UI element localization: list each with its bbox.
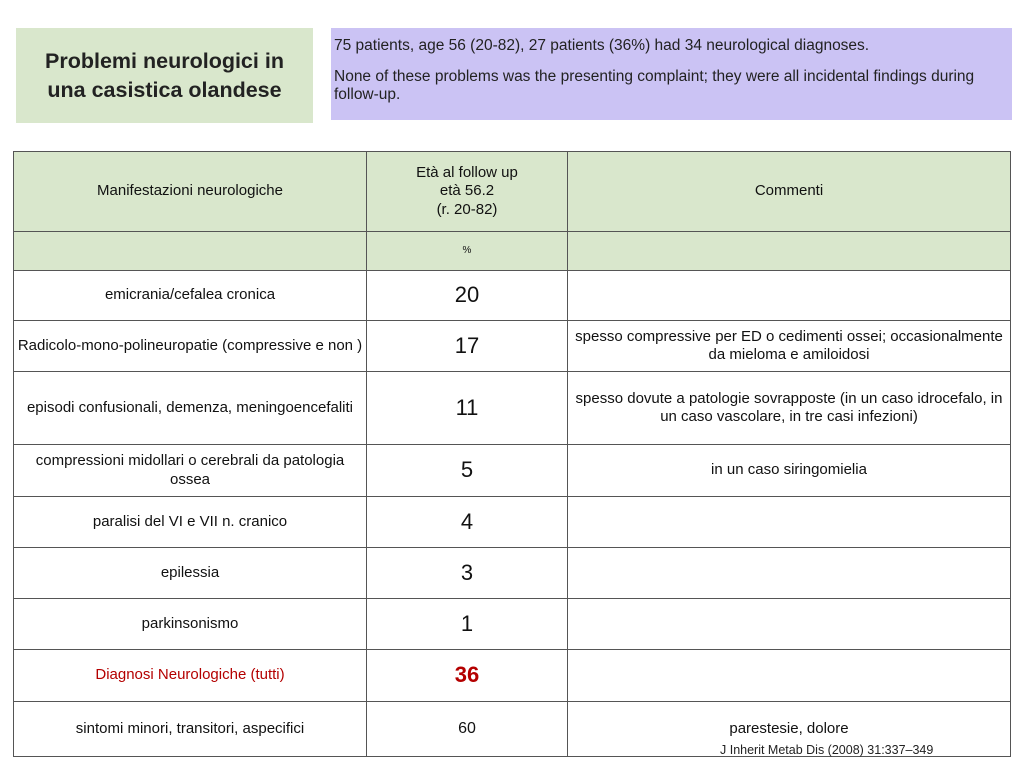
comment-cell: [568, 497, 1011, 548]
table-row: [14, 497, 1011, 548]
table-row: [14, 372, 1011, 445]
table-header-row: [14, 152, 1011, 232]
manifestation-cell: compressioni midollari o cerebrali da patologia ossea: [14, 445, 367, 497]
comment-cell: parestesie, dolore: [568, 702, 1011, 757]
header-age-line-3: (r. 20-82): [436, 200, 498, 218]
header-comments: Commenti: [568, 152, 1011, 232]
header-age-line-2: età 56.2: [439, 182, 495, 200]
table-row: [14, 548, 1011, 599]
manifestation-cell: Radicolo-mono-polineuropatie (compressive e non ): [14, 321, 367, 372]
title-line-1: Problemi neurologici in: [45, 49, 284, 74]
info-text-2: None of these problems was the presenting complaint; they were all incidental findings during follow-up.: [334, 67, 975, 104]
title-line-2: una casistica olandese: [47, 77, 282, 102]
manifestation-cell: parkinsonismo: [14, 599, 367, 650]
info-text-1: 75 patients, age 56 (20-82), 27 patients (36%) had 34 neurological diagnoses.: [334, 37, 870, 54]
table-row: [14, 271, 1011, 321]
slide-title: [45, 47, 284, 104]
percent-cell: 4: [367, 497, 568, 548]
citation: J Inherit Metab Dis (2008) 31:337–349: [720, 743, 934, 757]
table-row: [14, 599, 1011, 650]
table-row-total: [14, 650, 1011, 702]
table-unit-row: [14, 232, 1011, 271]
comment-cell: [568, 650, 1011, 702]
info-box: [331, 28, 1012, 120]
header-manifestations: Manifestazioni neurologiche: [14, 152, 367, 232]
unit-percent: %: [367, 232, 568, 271]
header-age: [367, 152, 568, 232]
comment-cell: in un caso siringomielia: [568, 445, 1011, 497]
header-age-line-1: Età al follow up: [416, 164, 518, 182]
manifestation-cell: Diagnosi Neurologiche (tutti): [14, 650, 367, 702]
percent-cell: 5: [367, 445, 568, 497]
percent-cell: 36: [367, 650, 568, 702]
manifestation-cell: episodi confusionali, demenza, meningoencefaliti: [14, 372, 367, 445]
manifestation-cell: epilessia: [14, 548, 367, 599]
unit-cell-empty: [568, 232, 1011, 271]
comment-cell: [568, 548, 1011, 599]
manifestation-cell: sintomi minori, transitori, aspecifici: [14, 702, 367, 757]
comment-cell: [568, 599, 1011, 650]
comment-cell: spesso compressive per ED o cedimenti ossei; occasionalmente da mieloma e amiloidosi: [568, 321, 1011, 372]
comment-cell: spesso dovute a patologie sovrapposte (in un caso idrocefalo, in un caso vascolare, in tre casi infezioni): [568, 372, 1011, 445]
comment-cell: [568, 271, 1011, 321]
percent-cell: 17: [367, 321, 568, 372]
percent-cell: 60: [367, 702, 568, 757]
percent-cell: 20: [367, 271, 568, 321]
manifestation-cell: paralisi del VI e VII n. cranico: [14, 497, 367, 548]
percent-cell: 3: [367, 548, 568, 599]
neuro-table: [13, 151, 1011, 757]
title-box: [16, 28, 313, 123]
manifestation-cell: emicrania/cefalea cronica: [14, 271, 367, 321]
table-row: [14, 445, 1011, 497]
percent-cell: 11: [367, 372, 568, 445]
table-row: [14, 321, 1011, 372]
percent-cell: 1: [367, 599, 568, 650]
unit-cell-empty: [14, 232, 367, 271]
